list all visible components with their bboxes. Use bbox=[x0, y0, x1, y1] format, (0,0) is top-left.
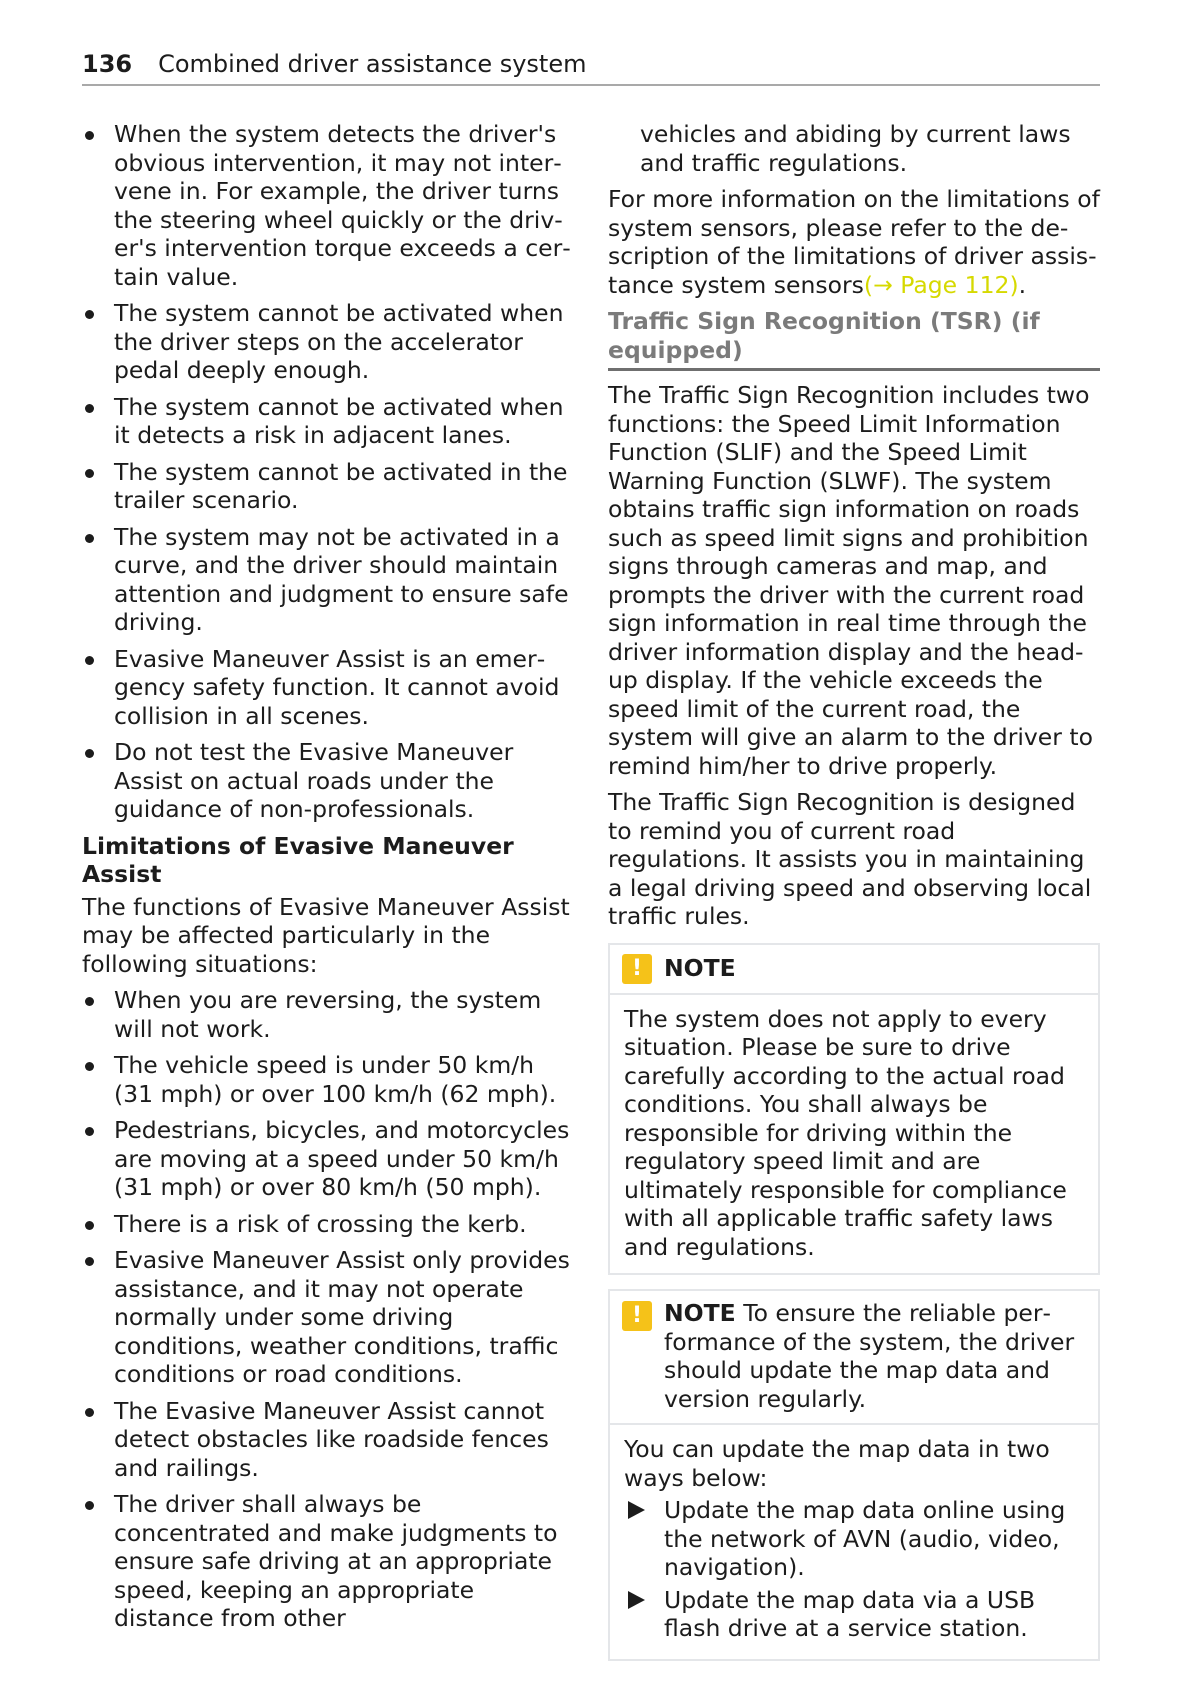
bullet-icon bbox=[85, 404, 94, 413]
bullet-icon bbox=[85, 131, 94, 140]
list-item: When you are reversing, the system will not work. bbox=[82, 986, 572, 1043]
note-text: NOTE To ensure the reliable performance of the system, the driver should update the map data and version regularly. bbox=[664, 1299, 1075, 1413]
list-item: The driver shall always be concentrated and make judgments to ensure safe driving at an appropriate speed, keeping an appropriate distance from other bbox=[82, 1490, 572, 1633]
list-item: Do not test the Evasive Maneuver Assist on actual roads under the guidance of non-professionals. bbox=[82, 738, 572, 824]
page-header bbox=[82, 44, 1100, 86]
note-body bbox=[610, 1425, 1098, 1659]
bullet-icon bbox=[85, 534, 94, 543]
list-item: The Evasive Maneuver Assist cannot detect obstacles like roadside fences and railings. bbox=[82, 1397, 572, 1483]
list-item: Update the map data via a USB flash drive at a service station. bbox=[624, 1586, 1084, 1643]
bullet-icon bbox=[85, 1501, 94, 1510]
note-box-2 bbox=[608, 1289, 1100, 1661]
note-label: NOTE bbox=[664, 954, 736, 983]
bullet-icon bbox=[85, 310, 94, 319]
limitations-heading: Limitations of Evasive Maneuver Assist bbox=[82, 831, 514, 888]
bullet-icon bbox=[85, 749, 94, 758]
warning-icon: ! bbox=[622, 1301, 652, 1331]
arrow-right-icon bbox=[628, 1591, 645, 1609]
chapter-title: Combined driver assistance system bbox=[158, 50, 587, 78]
note-header bbox=[610, 945, 1098, 995]
bullet-icon bbox=[85, 1408, 94, 1417]
tsr-paragraph-2: The Traffic Sign Recognition is designed to remind you of current road regulations. It assists you in maintaining a legal driving speed and observing local traffic rules. bbox=[608, 788, 1092, 930]
bullet-icon bbox=[85, 1062, 94, 1071]
list-item: Evasive Maneuver Assist only provides assistance, and it may not operate normally under some driving conditions, weather conditions, traffic conditions or road conditions. bbox=[82, 1246, 572, 1389]
list-item: When the system detects the driver's obvious intervention, it may not intervene in. For example, the driver turns the steering wheel quickly or the driver's intervention torque exceeds a certain value. bbox=[82, 120, 572, 291]
list-item: The system cannot be activated when the driver steps on the accelerator pedal deeply enough. bbox=[82, 299, 572, 385]
bullet-icon bbox=[85, 1257, 94, 1266]
tsr-section-heading: Traffic Sign Recognition (TSR) (if equipped) bbox=[608, 307, 1100, 371]
bullet-icon bbox=[85, 469, 94, 478]
continued-bullet-text: vehicles and abiding by current laws and traffic regulations. bbox=[640, 120, 1071, 177]
right-column bbox=[608, 120, 1100, 1675]
tsr-paragraph-1: The Traffic Sign Recognition includes two functions: the Speed Limit Information Function (SLIF) and the Speed Limit Warning Function (SLWF). The system obtains traffic sign information on roads such as speed limit signs and prohibition signs through cameras and map, and prompts the driver with the current road sign information in real time through the driver information display and the head-up display. If the vehicle exceeds the speed limit of the current road, the system will give an alarm to the driver to remind him/her to drive properly. bbox=[608, 381, 1093, 780]
list-item: Evasive Maneuver Assist is an emergency safety function. It cannot avoid collision in all scenes. bbox=[82, 645, 572, 731]
sensor-info-paragraph: For more information on the limitations of system sensors, please refer to the description of the limitations of driver assistance system sensors(→ Page 112). bbox=[608, 185, 1100, 299]
warning-icon: ! bbox=[622, 954, 652, 984]
arrow-right-icon bbox=[628, 1501, 645, 1519]
note-box-1 bbox=[608, 943, 1100, 1276]
bullet-icon bbox=[85, 1127, 94, 1136]
bullet-icon bbox=[85, 997, 94, 1006]
note-header bbox=[610, 1291, 1098, 1425]
list-item: Update the map data online using the network of AVN (audio, video, navigation). bbox=[624, 1496, 1084, 1582]
limitations-list bbox=[82, 986, 572, 1633]
bullet-icon bbox=[85, 1221, 94, 1230]
page-reference-link[interactable]: (→ Page 112) bbox=[863, 270, 1019, 299]
note-label: NOTE bbox=[664, 1299, 736, 1327]
list-item: The system may not be activated in a curve, and the driver should maintain attention and judgment to ensure safe driving. bbox=[82, 523, 572, 637]
list-item: The system cannot be activated when it detects a risk in adjacent lanes. bbox=[82, 393, 572, 450]
limitations-intro: The functions of Evasive Maneuver Assist may be affected particularly in the following situations: bbox=[82, 892, 570, 978]
note-body: The system does not apply to every situation. Please be sure to drive carefully according to the actual road conditions. You shall always be responsible for driving within the regulatory speed limit and are ultimately responsible for compliance with all applicable traffic safety laws and regulations. bbox=[624, 1004, 1067, 1261]
list-item: The vehicle speed is under 50 km/h (31 mph) or over 100 km/h (62 mph). bbox=[82, 1051, 572, 1108]
bullet-icon bbox=[85, 656, 94, 665]
map-update-intro: You can update the map data in two ways below: bbox=[624, 1435, 1050, 1492]
left-column bbox=[82, 120, 572, 1641]
list-item: There is a risk of crossing the kerb. bbox=[82, 1210, 572, 1239]
list-item: Pedestrians, bicycles, and motorcycles are moving at a speed under 50 km/h (31 mph) or over 80 km/h (50 mph). bbox=[82, 1116, 572, 1202]
map-update-list bbox=[624, 1496, 1084, 1643]
page-number: 136 bbox=[82, 50, 133, 78]
evasive-conditions-list bbox=[82, 120, 572, 824]
list-item: The system cannot be activated in the trailer scenario. bbox=[82, 458, 572, 515]
